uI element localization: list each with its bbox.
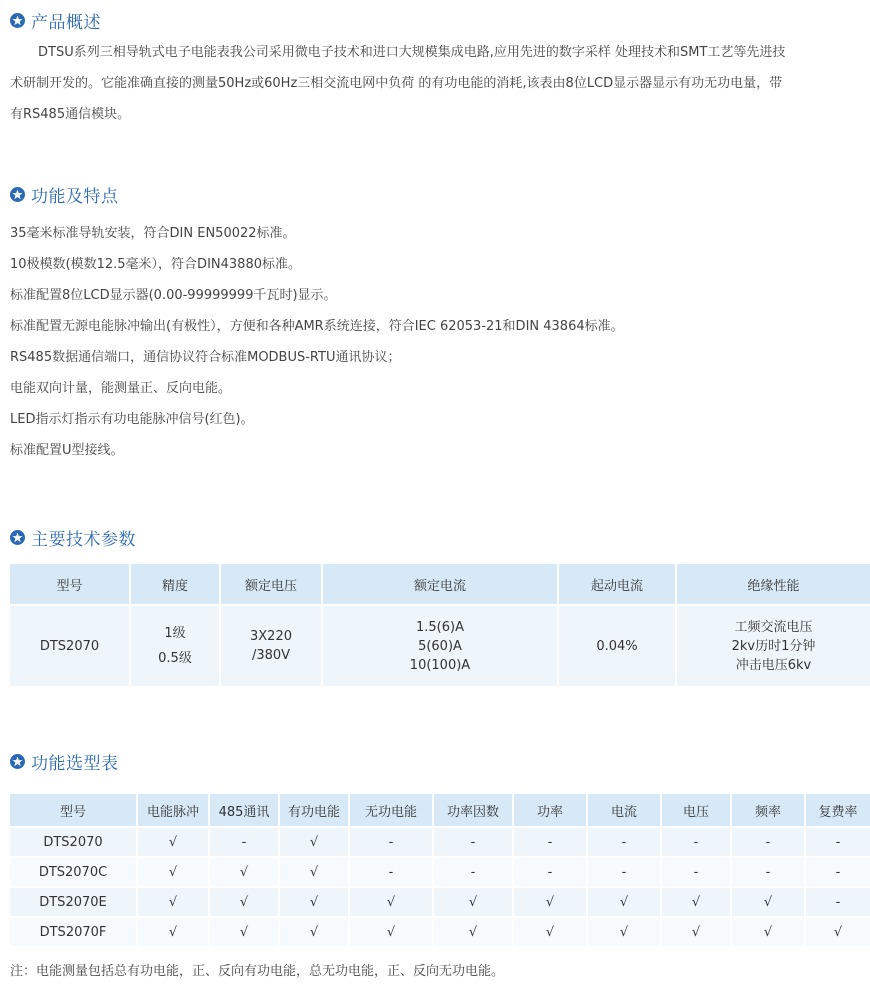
- table-cell: -: [350, 826, 432, 856]
- feature-item: 10极模数(模数12.5毫米），符合DIN43880标准。: [10, 257, 301, 272]
- column-header: 485通讯: [210, 794, 278, 826]
- table-cell: -: [662, 856, 730, 886]
- table-cell: √: [662, 886, 730, 916]
- table-row: [10, 604, 870, 686]
- column-header: 精度: [131, 564, 219, 604]
- table-cell: √: [138, 856, 208, 886]
- table-cell: √: [350, 916, 432, 946]
- overview-line: 术研制开发的。它能准确直接的测量50Hz或60Hz三相交流电网中负荷 的有功电能的消耗,该表由8位LCD显示器显示有功无功电量，带: [10, 76, 783, 91]
- table-row: [10, 916, 870, 946]
- column-header: 电压: [662, 794, 730, 826]
- column-header: 起动电流: [559, 564, 675, 604]
- table-cell: √: [280, 856, 348, 886]
- start-current-cell: 0.04%: [559, 604, 675, 686]
- table-cell: √: [806, 916, 870, 946]
- table-cell: DTS2070C: [10, 856, 136, 886]
- current-cell: 1.5(6)A 5(60)A 10(100)A: [323, 604, 557, 686]
- selection-note: 注：电能测量包括总有功电能，正、反向有功电能，总无功电能，正、反向无功电能。: [10, 964, 505, 979]
- voltage-cell: 3X220 /380V: [221, 604, 321, 686]
- table-cell: √: [210, 886, 278, 916]
- table-cell: √: [732, 916, 804, 946]
- table-cell: √: [210, 856, 278, 886]
- table-cell: √: [350, 886, 432, 916]
- specs-title: 主要技术参数: [31, 530, 136, 550]
- table-cell: √: [514, 886, 586, 916]
- table-header-row: [10, 794, 870, 826]
- overview-text: [10, 37, 868, 130]
- overview-heading: [10, 8, 101, 33]
- feature-item: 电能双向计量，能测量正、反向电能。: [10, 381, 232, 396]
- column-header: 型号: [10, 794, 136, 826]
- overview-title: 产品概述: [31, 13, 101, 33]
- column-header: 功率因数: [434, 794, 512, 826]
- overview-line: 有RS485通信模块。: [10, 107, 131, 122]
- specs-table: [8, 564, 870, 686]
- table-cell: √: [732, 886, 804, 916]
- model-cell: DTS2070: [10, 604, 129, 686]
- insulation-cell: 工频交流电压 2kv历时1分钟 冲击电压6kv: [677, 604, 870, 686]
- column-header: 绝缘性能: [677, 564, 870, 604]
- table-header-row: [10, 564, 870, 604]
- table-row: [10, 826, 870, 856]
- column-header: 额定电压: [221, 564, 321, 604]
- star-icon: [10, 13, 25, 28]
- column-header: 型号: [10, 564, 129, 604]
- table-cell: -: [210, 826, 278, 856]
- star-icon: [10, 530, 25, 545]
- table-cell: -: [732, 856, 804, 886]
- table-cell: √: [434, 886, 512, 916]
- table-cell: -: [588, 856, 660, 886]
- table-cell: √: [138, 886, 208, 916]
- table-cell: √: [210, 916, 278, 946]
- overview-line: DTSU系列三相导轨式电子电能表我公司采用微电子技术和进口大规模集成电路,应用先进的数字采样 处理技术和SMT工艺等先进技: [38, 45, 786, 60]
- selection-heading: [10, 749, 119, 774]
- star-icon: [10, 187, 25, 202]
- column-header: 复费率: [806, 794, 870, 826]
- column-header: 功率: [514, 794, 586, 826]
- specs-heading: [10, 525, 136, 550]
- table-cell: √: [514, 916, 586, 946]
- table-cell: √: [588, 886, 660, 916]
- table-cell: √: [662, 916, 730, 946]
- table-cell: -: [806, 826, 870, 856]
- selection-table: [8, 794, 870, 946]
- table-cell: DTS2070E: [10, 886, 136, 916]
- column-header: 电能脉冲: [138, 794, 208, 826]
- table-cell: -: [514, 856, 586, 886]
- table-cell: -: [806, 886, 870, 916]
- table-cell: DTS2070F: [10, 916, 136, 946]
- feature-item: 标准配置无源电能脉冲输出(有极性），方便和各种AMR系统连接，符合IEC 62053-21和DIN 43864标准。: [10, 319, 624, 334]
- accuracy-cell: 1级 0.5级: [131, 604, 219, 686]
- column-header: 电流: [588, 794, 660, 826]
- column-header: 频率: [732, 794, 804, 826]
- table-cell: √: [138, 826, 208, 856]
- column-header: 额定电流: [323, 564, 557, 604]
- table-cell: √: [280, 826, 348, 856]
- table-cell: -: [662, 826, 730, 856]
- table-cell: DTS2070: [10, 826, 136, 856]
- feature-item: RS485数据通信端口，通信协议符合标准MODBUS-RTU通讯协议；: [10, 350, 401, 365]
- feature-item: 标准配置U型接线。: [10, 443, 124, 458]
- table-row: [10, 886, 870, 916]
- table-cell: √: [434, 916, 512, 946]
- table-cell: -: [514, 826, 586, 856]
- table-cell: -: [350, 856, 432, 886]
- table-cell: -: [434, 856, 512, 886]
- table-cell: -: [732, 826, 804, 856]
- column-header: 有功电能: [280, 794, 348, 826]
- features-heading: [10, 182, 119, 207]
- table-cell: √: [588, 916, 660, 946]
- selection-title: 功能选型表: [31, 754, 119, 774]
- table-row: [10, 856, 870, 886]
- feature-item: 标准配置8位LCD显示器(0.00-99999999千瓦时)显示。: [10, 288, 337, 303]
- table-cell: -: [434, 826, 512, 856]
- table-cell: √: [280, 886, 348, 916]
- table-cell: √: [280, 916, 348, 946]
- feature-item: LED指示灯指示有功电能脉冲信号(红色)。: [10, 412, 254, 427]
- table-cell: -: [588, 826, 660, 856]
- column-header: 无功电能: [350, 794, 432, 826]
- star-icon: [10, 754, 25, 769]
- feature-item: 35毫米标准导轨安装，符合DIN EN50022标准。: [10, 226, 296, 241]
- table-cell: √: [138, 916, 208, 946]
- features-title: 功能及特点: [31, 187, 119, 207]
- table-cell: -: [806, 856, 870, 886]
